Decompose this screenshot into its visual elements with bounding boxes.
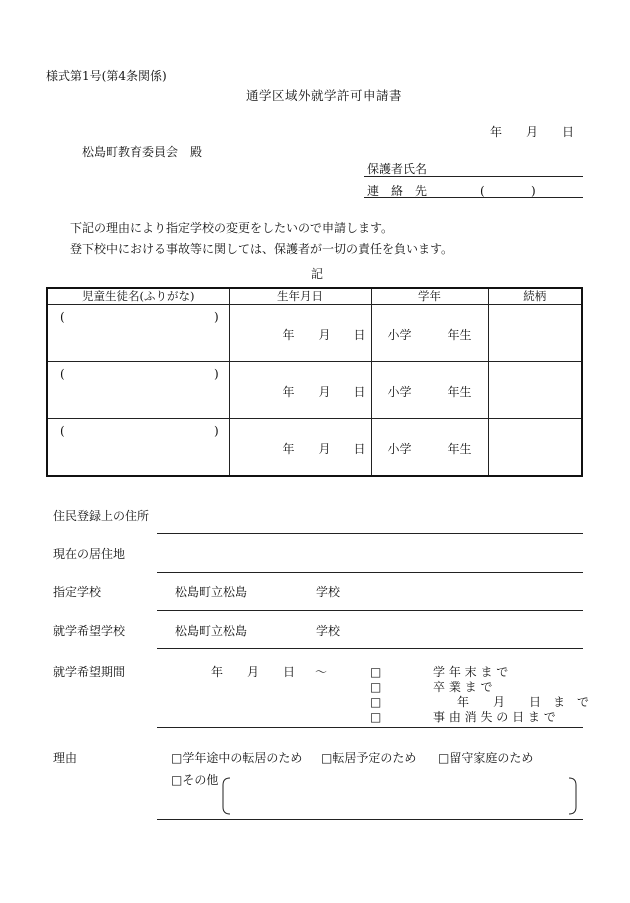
statement-line-1: 下記の理由により指定学校の変更をしたいので申請します。 <box>70 221 394 235</box>
designated-school-field[interactable] <box>157 610 583 611</box>
grade-cell[interactable] <box>371 362 488 419</box>
contact-field[interactable] <box>364 197 583 198</box>
contact-paren-close: ) <box>531 184 536 198</box>
school-level-label: 小学 <box>387 328 412 342</box>
period-option-label: 事 由 消 失 の 日 ま で <box>433 710 556 724</box>
guardian-name-label: 保護者氏名 <box>367 162 428 176</box>
relationship-cell[interactable] <box>488 362 582 419</box>
date-month-label: 月 <box>526 125 539 139</box>
form-title: 通学区域外就学許可申請書 <box>246 88 403 103</box>
children-table <box>46 287 583 477</box>
child-name-cell[interactable] <box>47 362 229 419</box>
desired-school-label: 就学希望学校 <box>53 624 126 638</box>
child-name-cell[interactable] <box>47 305 229 362</box>
desired-school-field[interactable] <box>157 648 583 649</box>
furigana-paren-open: ( <box>60 367 65 381</box>
date-year-label: 年 <box>490 125 503 139</box>
statement-line-2: 登下校中における事故等に関しては、保護者が一切の責任を負います。 <box>70 242 454 256</box>
designated-school-suffix: 学校 <box>316 585 341 599</box>
reason-label: 理由 <box>53 751 78 765</box>
birth-year-label: 年 <box>282 328 295 342</box>
grade-cell[interactable] <box>371 419 488 477</box>
header-relationship: 続柄 <box>488 288 582 305</box>
current-residence-field[interactable] <box>157 572 583 573</box>
table-row <box>47 419 582 477</box>
table-row <box>47 362 582 419</box>
form-number: 様式第1号(第4条関係) <box>46 69 167 83</box>
header-birthdate: 生年月日 <box>229 288 371 305</box>
birthdate-cell[interactable] <box>229 362 371 419</box>
current-residence-label: 現在の居住地 <box>53 547 126 561</box>
birth-day-label: 日 <box>353 328 366 342</box>
ki-heading: 記 <box>311 267 324 281</box>
school-level-label: 小学 <box>387 385 412 399</box>
date-day-label: 日 <box>562 125 575 139</box>
birth-day-label: 日 <box>353 385 366 399</box>
reason-option-latchkey[interactable]: □留守家庭のため <box>438 751 534 765</box>
designated-school-label: 指定学校 <box>53 585 102 599</box>
period-year-label: 年 <box>211 665 224 679</box>
furigana-paren-open: ( <box>60 310 65 324</box>
birth-year-label: 年 <box>282 385 295 399</box>
contact-label: 連 絡 先 <box>367 184 428 198</box>
desired-period-divider <box>157 727 583 728</box>
period-option-label: 卒 業 ま で <box>433 680 493 694</box>
registered-address-label: 住民登録上の住所 <box>53 509 150 523</box>
furigana-paren-close: ) <box>214 367 219 381</box>
period-option-label: 年 月 日 ま で <box>457 695 590 709</box>
designated-school-town: 松島町立松島 <box>175 585 248 599</box>
birth-year-label: 年 <box>282 442 295 456</box>
reason-option-midyear-move[interactable]: □学年途中の転居のため <box>171 751 303 765</box>
period-option-label: 学 年 末 ま で <box>433 665 509 679</box>
period-month-label: 月 <box>247 665 260 679</box>
desired-school-suffix: 学校 <box>316 624 341 638</box>
furigana-paren-close: ) <box>214 424 219 438</box>
period-option-checkbox[interactable]: □ <box>370 680 382 694</box>
period-option-checkbox[interactable]: □ <box>370 665 382 679</box>
reason-option-planned-move[interactable]: □転居予定のため <box>321 751 417 765</box>
school-level-label: 小学 <box>387 442 412 456</box>
addressee: 松島町教育委員会 殿 <box>82 145 203 159</box>
furigana-paren-open: ( <box>60 424 65 438</box>
table-header-row <box>47 288 582 305</box>
birth-month-label: 月 <box>318 385 331 399</box>
grade-suffix-label: 年生 <box>447 385 472 399</box>
birth-day-label: 日 <box>353 442 366 456</box>
header-grade: 学年 <box>371 288 488 305</box>
birth-month-label: 月 <box>318 442 331 456</box>
reason-divider <box>157 819 583 820</box>
period-tilde: ～ <box>315 665 328 679</box>
other-reason-input[interactable] <box>222 777 577 815</box>
table-row <box>47 305 582 362</box>
period-option-checkbox[interactable]: □ <box>370 695 382 709</box>
period-option-checkbox[interactable]: □ <box>370 710 382 724</box>
grade-suffix-label: 年生 <box>447 442 472 456</box>
birthdate-cell[interactable] <box>229 419 371 477</box>
desired-school-town: 松島町立松島 <box>175 624 248 638</box>
relationship-cell[interactable] <box>488 419 582 477</box>
birthdate-cell[interactable] <box>229 305 371 362</box>
birth-month-label: 月 <box>318 328 331 342</box>
contact-paren-open: ( <box>480 184 485 198</box>
reason-option-other[interactable]: □その他 <box>171 773 219 787</box>
registered-address-field[interactable] <box>157 533 583 534</box>
child-name-cell[interactable] <box>47 419 229 477</box>
header-child-name: 児童生徒名(ふりがな) <box>47 288 229 305</box>
guardian-name-field[interactable] <box>364 176 583 177</box>
desired-period-label: 就学希望期間 <box>53 665 126 679</box>
grade-cell[interactable] <box>371 305 488 362</box>
grade-suffix-label: 年生 <box>447 328 472 342</box>
relationship-cell[interactable] <box>488 305 582 362</box>
period-day-label: 日 <box>283 665 296 679</box>
furigana-paren-close: ) <box>214 310 219 324</box>
